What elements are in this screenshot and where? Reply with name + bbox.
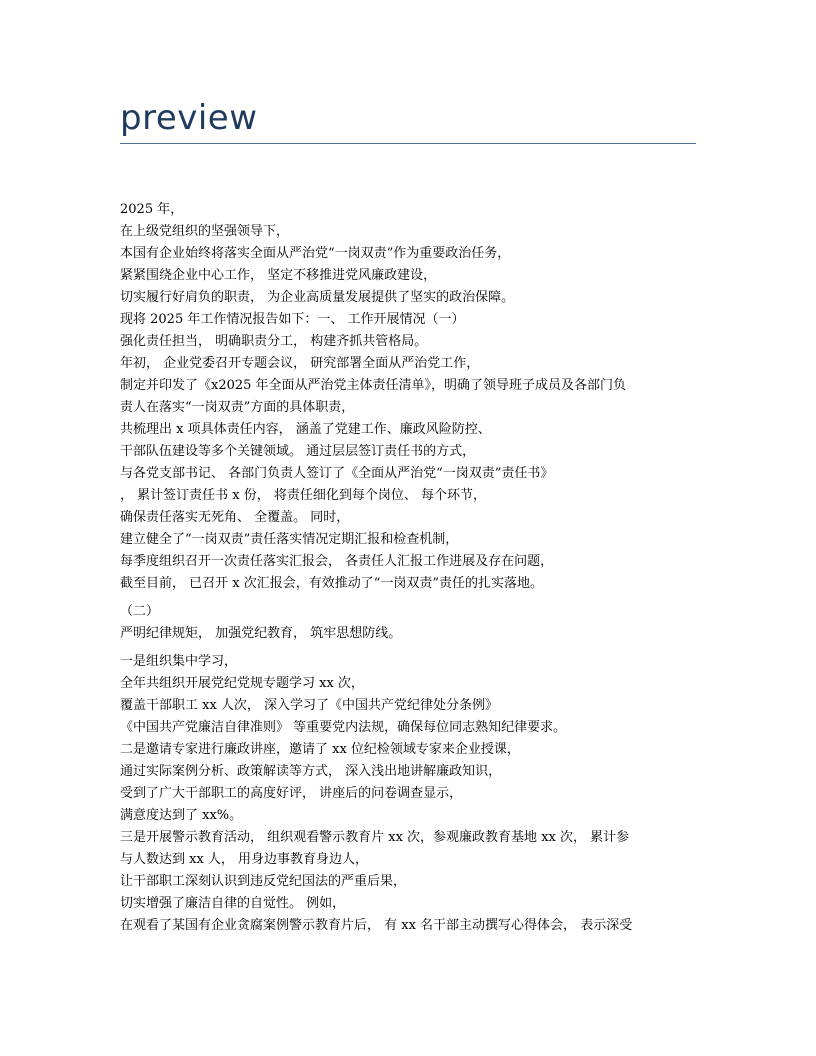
text-line: ， 累计签订责任书 x 份， 将责任细化到每个岗位、 每个环节， <box>120 488 486 503</box>
text-line: 《中国共产党廉洁自律准则》 等重要党内法规，确保每位同志熟知纪律要求。 <box>120 720 567 735</box>
text-line: 2025 年， <box>120 202 184 217</box>
text-line: 满意度达到了 xx%。 <box>120 808 243 823</box>
paragraph <box>120 199 696 595</box>
paragraph <box>120 601 696 645</box>
text-line: 一是组织集中学习， <box>120 654 238 669</box>
paragraph <box>120 651 696 937</box>
text-line: 切实履行好肩负的职责， 为企业高质量发展提供了坚实的政治保障。 <box>120 290 515 305</box>
text-line: 覆盖干部职工 xx 人次， 深入学习了《中国共产党纪律处分条例》 <box>120 698 499 713</box>
text-line: 通过实际案例分析、政策解读等方式， 深入浅出地讲解廉政知识， <box>120 764 502 779</box>
text-line: 三是开展警示教育活动， 组织观看警示教育片 xx 次，参观廉政教育基地 xx 次， 累计参 <box>120 830 630 845</box>
text-line: 强化责任担当， 明确职责分工， 构建齐抓共管格局。 <box>120 334 428 349</box>
text-line: 切实增强了廉洁自律的自觉性。 例如， <box>120 896 346 911</box>
text-line: 严明纪律规矩， 加强党纪教育， 筑牢思想防线。 <box>120 626 402 641</box>
text-line: （二） <box>120 604 160 619</box>
text-line: 在观看了某国有企业贪腐案例警示教育片后， 有 xx 名干部主动撰写心得体会， 表示深受 <box>120 918 633 933</box>
text-line: 确保责任落实无死角、 全覆盖。 同时， <box>120 510 350 525</box>
text-line: 全年共组织开展党纪党规专题学习 xx 次， <box>120 676 364 691</box>
text-line: 截至目前， 已召开 x 次汇报会，有效推动了“一岗双责”责任的扎实落地。 <box>120 576 544 591</box>
text-line: 与人数达到 xx 人， 用身边事教育身边人， <box>120 852 369 867</box>
text-line: 与各党支部书记、 各部门负责人签订了《全面从严治党“一岗双责”责任书》 <box>120 466 554 481</box>
text-line: 紧紧围绕企业中心工作， 坚定不移推进党风廉政建设， <box>120 268 437 283</box>
text-line: 二是邀请专家进行廉政讲座，邀请了 xx 位纪检领域专家来企业授课， <box>120 742 520 757</box>
text-line: 每季度组织召开一次责任落实汇报会， 各责任人汇报工作进展及存在问题， <box>120 554 554 569</box>
document-body <box>120 199 696 937</box>
text-line: 干部队伍建设等多个关键领域。 通过层层签订责任书的方式， <box>120 444 476 459</box>
text-line: 现将 2025 年工作情况报告如下：一、 工作开展情况（一） <box>120 312 465 327</box>
text-line: 年初， 企业党委召开专题会议， 研究部署全面从严治党工作， <box>120 356 480 371</box>
text-line: 让干部职工深刻认识到违反党纪国法的严重后果， <box>120 874 407 889</box>
title-divider <box>120 143 696 144</box>
text-line: 制定并印发了《x2025 年全面从严治党主体责任清单》，明确了领导班子成员及各部门负 <box>120 378 627 393</box>
text-line: 建立健全了“一岗双责”责任落实情况定期汇报和检查机制， <box>120 532 459 547</box>
page-title: preview <box>120 98 258 138</box>
text-line: 共梳理出 x 项具体责任内容， 涵盖了党建工作、廉政风险防控、 <box>120 422 491 437</box>
text-line: 受到了广大干部职工的高度好评， 讲座后的问卷调查显示， <box>120 786 463 801</box>
text-line: 在上级党组织的坚强领导下， <box>120 224 290 239</box>
text-line: 本国有企业始终将落实全面从严治党“一岗双责”作为重要政治任务， <box>120 246 511 261</box>
text-line: 责人在落实“一岗双责”方面的具体职责， <box>120 400 355 415</box>
